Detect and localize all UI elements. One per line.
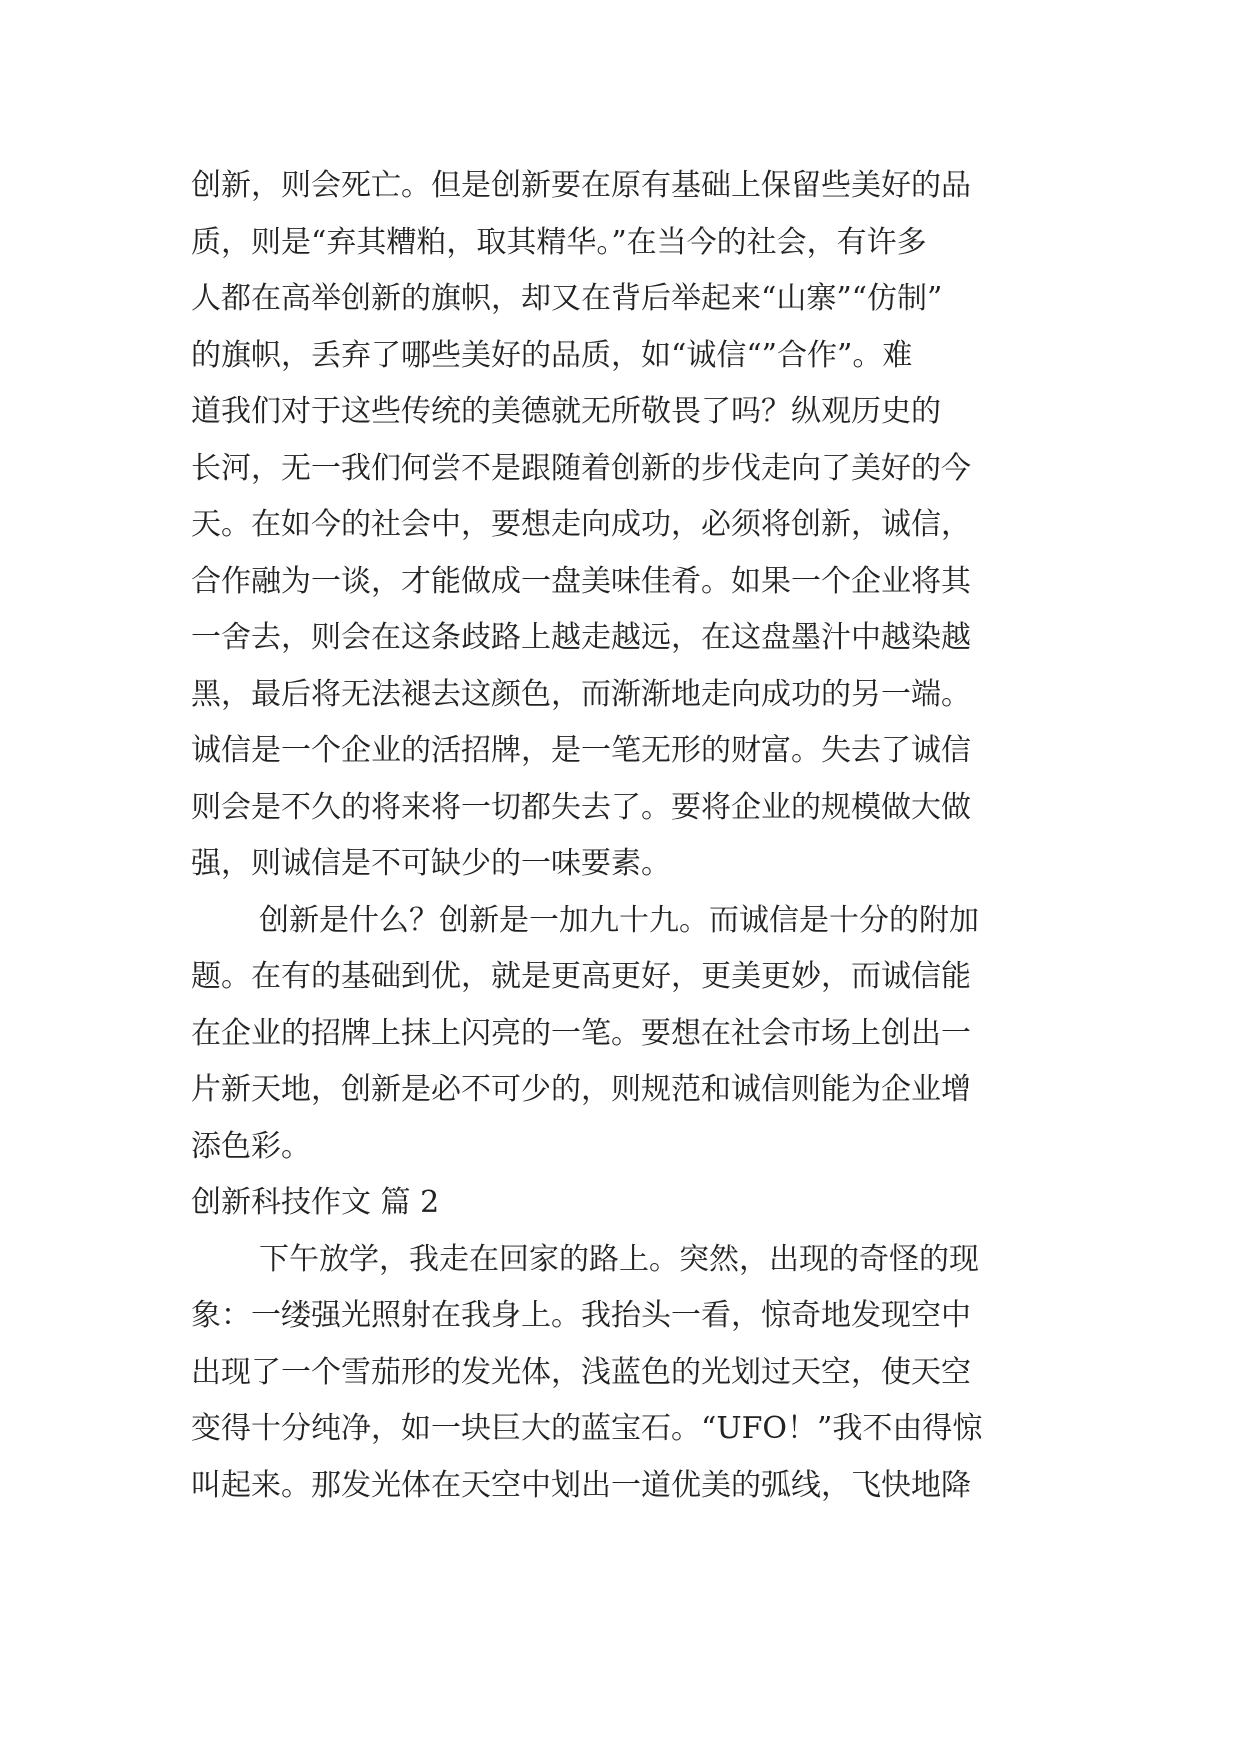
text-line: 强，则诚信是不可缺少的一味要素。	[191, 846, 671, 881]
text-line: 片新天地，创新是必不可少的，则规范和诚信则能为企业增	[191, 1072, 971, 1107]
section-heading: 创新科技作文 篇 2	[191, 1185, 440, 1220]
text-line: 合作融为一谈，才能做成一盘美味佳肴。如果一个企业将其	[191, 563, 971, 599]
paragraph-start-line: 下午放学，我走在回家的路上。突然，出现的奇怪的现	[259, 1241, 979, 1277]
text-line: 诚信是一个企业的活招牌，是一笔无形的财富。失去了诚信	[191, 733, 971, 768]
essay-text	[191, 158, 1071, 1514]
text-line: 出现了一个雪茄形的发光体，浅蓝色的光划过天空，使天空	[191, 1354, 971, 1390]
text-line: 创新，则会死亡。但是创新要在原有基础上保留些美好的品	[191, 168, 971, 203]
text-line: 变得十分纯净，如一块巨大的蓝宝石。“UFO！”我不由得惊	[191, 1411, 983, 1446]
text-line: 道我们对于这些传统的美德就无所敬畏了吗？纵观历史的	[191, 394, 941, 429]
text-line: 象：一缕强光照射在我身上。我抬头一看，惊奇地发现空中	[191, 1298, 971, 1333]
text-line: 质，则是“弃其糟粕，取其精华。”在当今的社会，有许多	[191, 224, 927, 260]
text-line: 天。在如今的社会中，要想走向成功，必须将创新，诚信，	[191, 507, 971, 542]
text-line: 长河，无一我们何尝不是跟随着创新的步伐走向了美好的今	[191, 450, 971, 486]
text-line: 则会是不久的将来将一切都失去了。要将企业的规模做大做	[191, 789, 971, 825]
text-line: 添色彩。	[191, 1128, 311, 1164]
text-line: 人都在高举创新的旗帜，却又在背后举起来“山寨”“仿制”	[191, 281, 943, 316]
text-line: 黑，最后将无法褪去这颜色，而渐渐地走向成功的另一端。	[191, 676, 971, 712]
text-line: 的旗帜，丢弃了哪些美好的品质，如“诚信“”合作”。难	[191, 337, 913, 373]
paragraph-start-line: 创新是什么？创新是一加九十九。而诚信是十分的附加	[259, 902, 979, 938]
text-line: 叫起来。那发光体在天空中划出一道优美的弧线，飞快地降	[191, 1467, 971, 1503]
text-line: 一舍去，则会在这条歧路上越走越远，在这盘墨汁中越染越	[191, 620, 971, 655]
text-line: 题。在有的基础到优，就是更高更好，更美更妙，而诚信能	[191, 959, 971, 994]
text-line: 在企业的招牌上抹上闪亮的一笔。要想在社会市场上创出一	[191, 1015, 971, 1051]
